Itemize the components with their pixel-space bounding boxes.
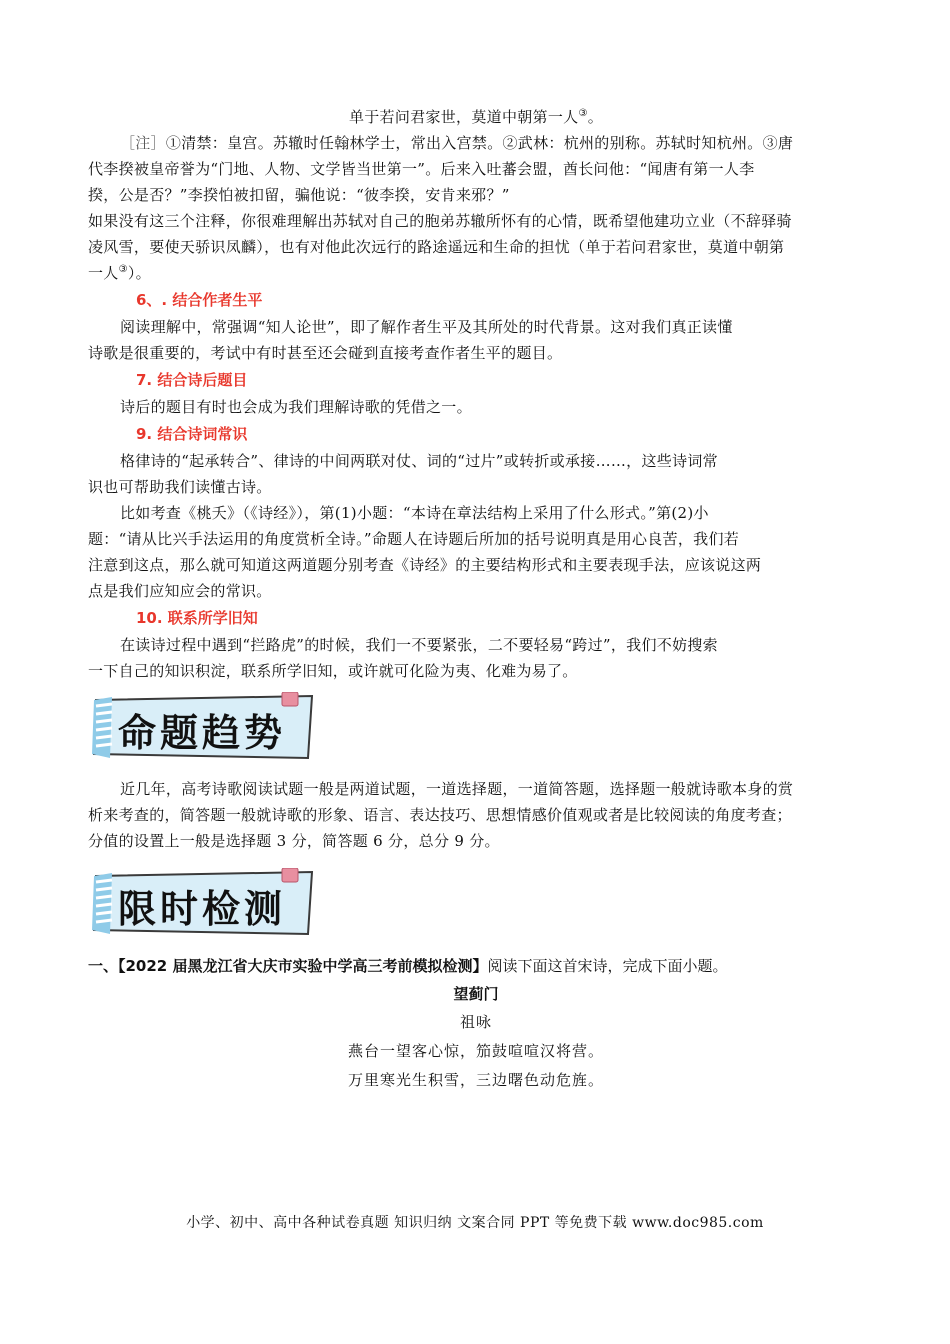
banner-label: 限时检测 — [118, 887, 287, 931]
note-text: ）。 — [127, 264, 151, 282]
paragraph-line: 注意到这点，那么就可知道这两道题分别考查《诗经》的主要结构形式和主要表现手法，应该说这两 — [88, 556, 762, 574]
trend-line: 析来考查的，简答题一般就诗歌的形象、语言、表达技巧、思想情感价值观或者是比较阅读的角度考查； — [88, 806, 792, 824]
intro-text: 单于若问君家世，莫道中朝第一人 — [348, 108, 579, 126]
trend-line: 近几年，高考诗歌阅读试题一般是两道试题，一道选择题，一道简答题，选择题一般就诗歌本身的赏 — [120, 780, 794, 798]
paragraph-line: 识也可帮助我们读懂古诗。 — [88, 478, 272, 496]
intro-end: 。 — [587, 108, 604, 126]
document-body — [88, 104, 864, 1095]
paragraph-line: 在读诗过程中遇到“拦路虎”的时候，我们一不要紧张，二不要轻易“跨过”，我们不妨搜索 — [120, 636, 718, 654]
paragraph-line: 一下自己的知识积淀，联系所学旧知，或许就可化险为夷、化难为易了。 — [88, 662, 578, 680]
poem-closing-line — [88, 104, 864, 130]
poem-title: 望蓟门 — [453, 985, 499, 1003]
poem-line: 燕台一望客心惊，笳鼓喧喧汉将营。 — [347, 1042, 604, 1060]
question-title — [88, 952, 864, 980]
section-heading-knowledge: 9. 结合诗词常识 — [136, 425, 248, 443]
note-line-3: 揆，公是否？”李揆怕被扣留，骗他说：“彼李揆，安肯来邪？” — [88, 186, 510, 204]
note-line-4: 如果没有这三个注释，你很难理解出苏轼对自己的胞弟苏辙所怀有的心情，既希望他建功立业（不辞驿骑 — [88, 212, 792, 230]
paragraph-line: 诗歌是很重要的，考试中有时甚至还会碰到直接考查作者生平的题目。 — [88, 344, 563, 362]
paragraph-line: 诗后的题目有时也会成为我们理解诗歌的凭借之一。 — [120, 398, 472, 416]
paragraph-line: 比如考查《桃夭》（《诗经》），第(1)小题：“本诗在章法结构上采用了什么形式。”第(2)小 — [120, 504, 709, 522]
footnote-ref: ③ — [118, 264, 128, 275]
paragraph-line: 阅读理解中，常强调“知人论世”，即了解作者生平及其所处的时代背景。这对我们真正读懂 — [120, 318, 733, 336]
banner-trend — [90, 692, 320, 762]
poem-author: 祖咏 — [459, 1013, 492, 1031]
poem-line: 万里寒光生积雪，三边曙色动危旌。 — [347, 1071, 604, 1089]
note-line-5: 凌风雪，要使天骄识凤麟），也有对他此次远行的路途遥远和生命的担忧（单于若问君家世，莫道中朝第 — [88, 238, 785, 256]
banner-label: 命题趋势 — [118, 711, 287, 755]
section-heading-prior-knowledge: 10. 联系所学旧知 — [136, 609, 258, 627]
footnote-ref: ③ — [578, 108, 588, 119]
note-text: ①清禁：皇宫。苏辙时任翰林学士，常出入宫禁。②武林：杭州的别称。苏轼时知杭州。③唐 — [165, 134, 794, 152]
note-text: 一人 — [88, 264, 119, 282]
question-source: 一、【2022 届黑龙江省大庆市实验中学高三考前模拟检测】 — [88, 957, 488, 975]
section-heading-questions: 7. 结合诗后题目 — [136, 371, 248, 389]
note-line-2: 代李揆被皇帝誉为“门地、人物、文学皆当世第一”。后来入吐蕃会盟，酋长问他：“闻唐有第一人李 — [88, 160, 755, 178]
trend-line: 分值的设置上一般是选择题 3 分，简答题 6 分，总分 9 分。 — [88, 832, 500, 850]
note-line-1 — [88, 130, 864, 156]
page-footer: 小学、初中、高中各种试卷真题 知识归纳 文案合同 PPT 等免费下载 www.doc985.com — [186, 1215, 764, 1231]
paragraph-line: 格律诗的“起承转合”、律诗的中间两联对仗、词的“过片”或转折或承接……，这些诗词常 — [120, 452, 718, 470]
section-heading-author: 6、. 结合作者生平 — [136, 291, 263, 309]
note-tag: ［注］ — [120, 134, 166, 152]
banner-timed-test — [90, 868, 320, 938]
question-instruction: 阅读下面这首宋诗，完成下面小题。 — [487, 957, 728, 975]
paragraph-line: 点是我们应知应会的常识。 — [88, 582, 272, 600]
paragraph-line: 题：“请从比兴手法运用的角度赏析全诗。”命题人在诗题后所加的括号说明真是用心良苦，我们若 — [88, 530, 740, 548]
note-line-6 — [88, 260, 864, 286]
